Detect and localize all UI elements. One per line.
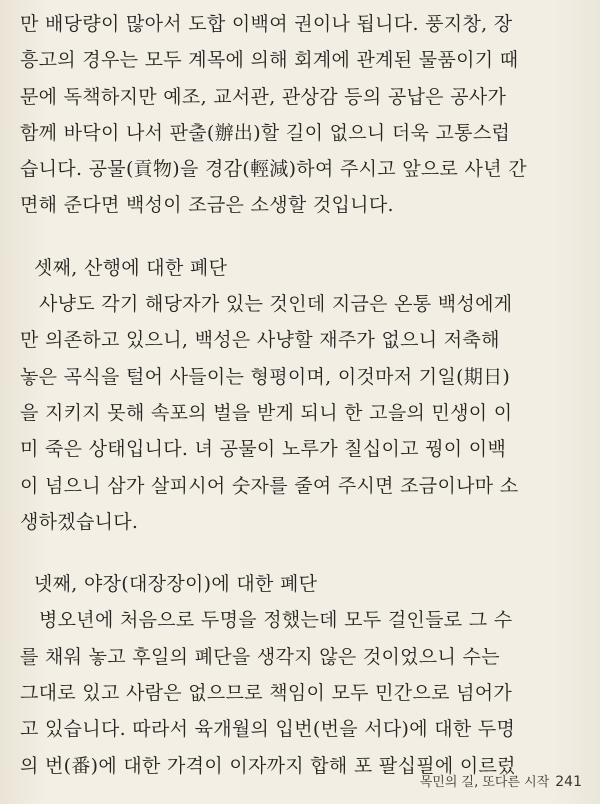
text-line: 함께 바닥이 나서 판출(辦出)할 길이 없으니 더욱 고통스럽 <box>20 121 511 144</box>
text-line: 놓은 곡식을 털어 사들이는 형평이며, 이것마저 기일(期日) <box>20 365 511 388</box>
section-heading-4: 넷째, 야장(대장장이)에 대한 폐단 <box>34 573 318 596</box>
text-line: 고 있습니다. 따라서 육개월의 입번(번을 서다)에 대한 두명 <box>20 718 516 741</box>
text-line: 만 의존하고 있으니, 백성은 사냥할 재주가 없으니 저축해 <box>20 329 500 352</box>
text-line: 사냥도 각기 해당자가 있는 것인데 지금은 온통 백성에게 <box>39 293 513 316</box>
text-line: 그대로 있고 사람은 없으므로 책임이 모두 민간으로 넘어가 <box>20 682 513 705</box>
page-number: 241 <box>555 774 582 790</box>
text-line: 의 번(番)에 대한 가격이 이자까지 합해 포 팔십필에 이르렀 <box>20 754 516 777</box>
text-line: 병오년에 처음으로 두명을 정했는데 모두 걸인들로 그 수 <box>39 609 513 632</box>
text-line: 미 죽은 상태입니다. 녀 공물이 노루가 칠십이고 꿩이 이백 <box>20 438 507 461</box>
text-line: 를 채워 놓고 후일의 폐단을 생각지 않은 것이었으니 수는 <box>20 645 500 668</box>
body-text <box>20 6 584 784</box>
text-line: 을 지키지 못해 속포의 벌을 받게 되니 한 고을의 민생이 이 <box>20 401 513 424</box>
text-line: 흥고의 경우는 모두 계목에 의해 회계에 관계된 물품이기 때 <box>20 49 519 72</box>
section-gap <box>20 540 584 566</box>
text-line: 면해 준다면 백성이 조금은 소생할 것입니다. <box>20 194 394 217</box>
text-line: 이 넘으니 삼가 살피시어 숫자를 줄여 주시면 조금이나마 소 <box>20 474 519 497</box>
text-line: 만 배당량이 많아서 도합 이백여 권이나 됩니다. 풍지창, 장 <box>20 13 513 35</box>
text-line: 생하겠습니다. <box>20 510 139 533</box>
section-gap <box>20 224 584 250</box>
section-heading-3: 셋째, 산행에 대한 폐단 <box>34 256 228 279</box>
page-footer <box>420 771 582 790</box>
text-line: 문에 독책하지만 예조, 교서관, 관상감 등의 공납은 공사가 <box>20 85 507 108</box>
running-title: 목민의 길, 또다른 시작 <box>419 775 550 790</box>
text-line: 습니다. 공물(貢物)을 경감(輕減)하여 주시고 앞으로 사년 간 <box>20 158 527 181</box>
